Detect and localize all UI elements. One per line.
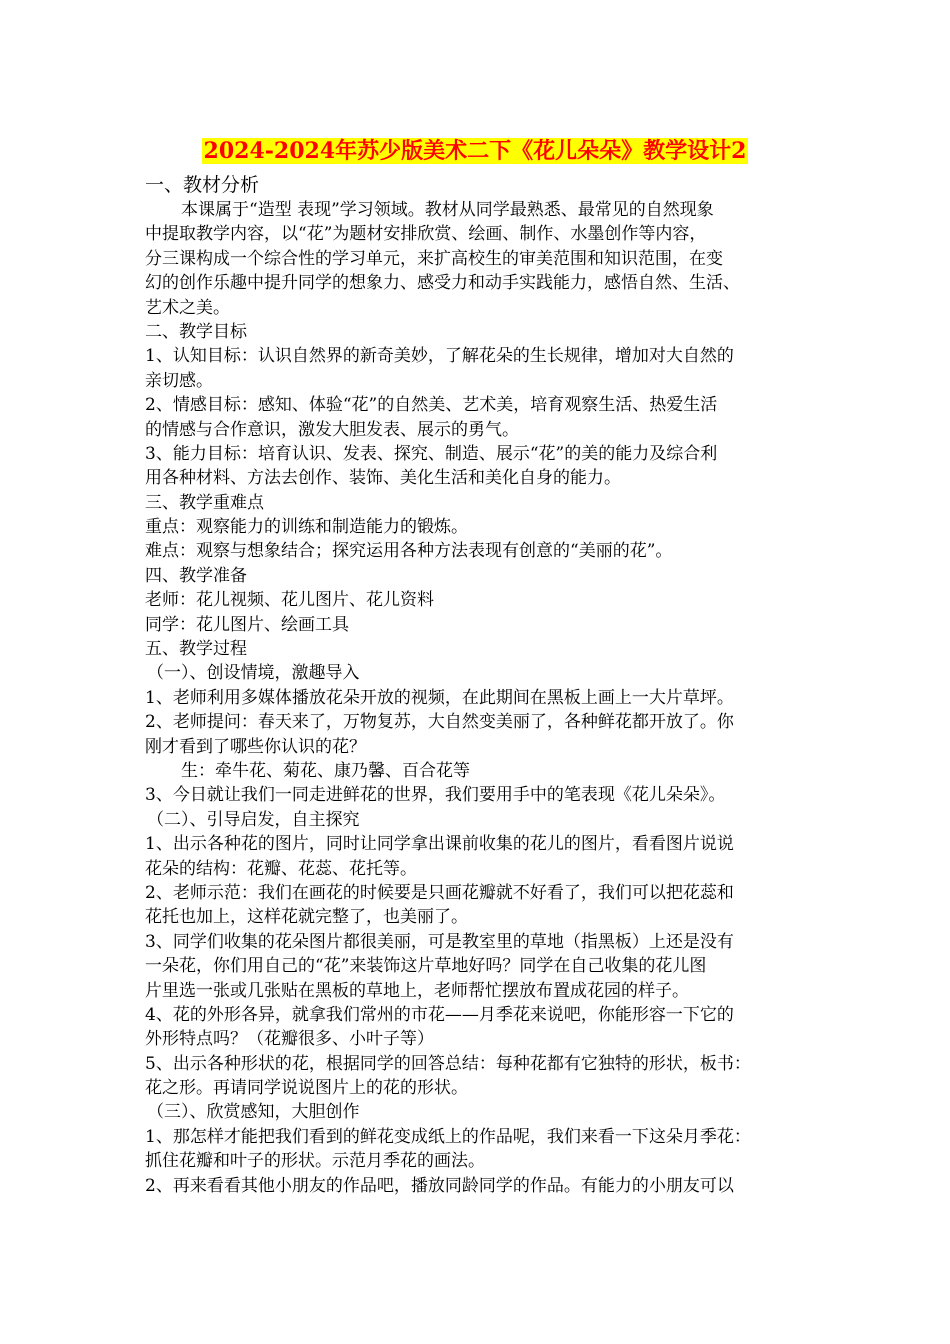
document-title-text: 2024-2024年苏少版美术二下《花儿朵朵》教学设计2 <box>203 138 747 164</box>
text-line: 2、老师提问：春天来了，万物复苏，大自然变美丽了，各种鲜花都开放了。你 <box>145 712 734 733</box>
text-line: 二、教学目标 <box>145 321 247 342</box>
text-line: 的情感与合作意识，激发大胆发表、展示的勇气。 <box>145 419 519 440</box>
text-line: 用各种材料、方法去创作、装饰、美化生活和美化自身的能力。 <box>145 468 621 489</box>
text-line: 3、能力目标：培育认识、发表、探究、制造、展示“花”的美的能力及综合利 <box>145 443 718 464</box>
text-line: 分三课构成一个综合性的学习单元，来扩高校生的审美范围和知识范围，在变 <box>145 248 723 269</box>
text-line: 难点：观察与想象结合；探究运用各种方法表现有创意的“美丽的花”。 <box>145 541 673 562</box>
text-line: 3、今日就让我们一同走进鲜花的世界，我们要用手中的笔表现《花儿朵朵》。 <box>145 785 726 806</box>
text-line: 2、再来看看其他小朋友的作品吧，播放同龄同学的作品。有能力的小朋友可以 <box>145 1175 734 1196</box>
text-line: 1、那怎样才能把我们看到的鲜花变成纸上的作品呢，我们来看一下这朵月季花： <box>145 1126 751 1147</box>
text-line: 2、老师示范：我们在画花的时候要是只画花瓣就不好看了，我们可以把花蕊和 <box>145 882 734 903</box>
text-line: 老师：花儿视频、花儿图片、花儿资料 <box>145 590 434 611</box>
text-line: 2、情感目标：感知、体验“花”的自然美、艺术美，培育观察生活、热爱生活 <box>145 395 718 416</box>
text-line: 本课属于“造型 表现”学习领域。教材从同学最熟悉、最常见的自然现象 <box>181 200 714 220</box>
text-line: 3、同学们收集的花朵图片都很美丽，可是教室里的草地（指黑板）上还是没有 <box>145 931 734 952</box>
text-line: （一）、创设情境，激趣导入 <box>147 663 360 684</box>
text-line: 一、教材分析 <box>145 174 260 196</box>
text-line: 5、出示各种形状的花，根据同学的回答总结：每种花都有它独特的形状，板书： <box>145 1053 751 1074</box>
text-line: 艺术之美。 <box>145 297 230 318</box>
text-line: 刚才看到了哪些你认识的花？ <box>145 736 366 757</box>
text-line: 亲切感。 <box>145 370 213 391</box>
text-line: 1、出示各种花的图片，同时让同学拿出课前收集的花儿的图片，看看图片说说 <box>145 834 734 855</box>
document-body <box>145 172 810 1198</box>
text-line: 1、认知目标：认识自然界的新奇美妙，了解花朵的生长规律，增加对大自然的 <box>145 346 734 367</box>
text-line: 1、老师利用多媒体播放花朵开放的视频，在此期间在黑板上画上一大片草坪。 <box>145 687 734 708</box>
text-line: 五、教学过程 <box>145 639 247 660</box>
text-line: 重点：观察能力的训练和制造能力的锻炼。 <box>145 517 468 538</box>
text-line: 片里选一张或几张贴在黑板的草地上，老师帮忙摆放布置成花园的样子。 <box>145 980 689 1001</box>
text-line: 花朵的结构：花瓣、花蕊、花托等。 <box>145 858 417 879</box>
text-line: 外形特点吗？（花瓣很多、小叶子等） <box>145 1029 434 1050</box>
text-line: 幻的创作乐趣中提升同学的想象力、感受力和动手实践能力，感悟自然、生活、 <box>145 273 740 294</box>
text-line: 4、花的外形各异，就拿我们常州的市花——月季花来说吧，你能形容一下它的 <box>145 1004 734 1025</box>
text-line: 花托也加上，这样花就完整了，也美丽了。 <box>145 907 468 928</box>
document-title <box>0 135 950 167</box>
text-line: 抓住花瓣和叶子的形状。示范月季花的画法。 <box>145 1151 485 1172</box>
text-line: 生：牵牛花、菊花、康乃馨、百合花等 <box>181 760 470 781</box>
text-line: 中提取教学内容，以“花”为题材安排欣赏、绘画、制作、水墨创作等内容， <box>145 224 707 245</box>
text-line: 四、教学准备 <box>145 565 247 586</box>
text-line: 三、教学重难点 <box>145 492 264 513</box>
text-line: （三）、欣赏感知，大胆创作 <box>147 1102 360 1123</box>
text-line: （二）、引导启发，自主探究 <box>147 809 360 830</box>
text-line: 一朵花，你们用自己的“花”来装饰这片草地好吗？同学在自己收集的花儿图 <box>145 956 707 977</box>
text-line: 同学：花儿图片、绘画工具 <box>145 614 349 635</box>
text-line: 花之形。再请同学说说图片上的花的形状。 <box>145 1078 468 1099</box>
